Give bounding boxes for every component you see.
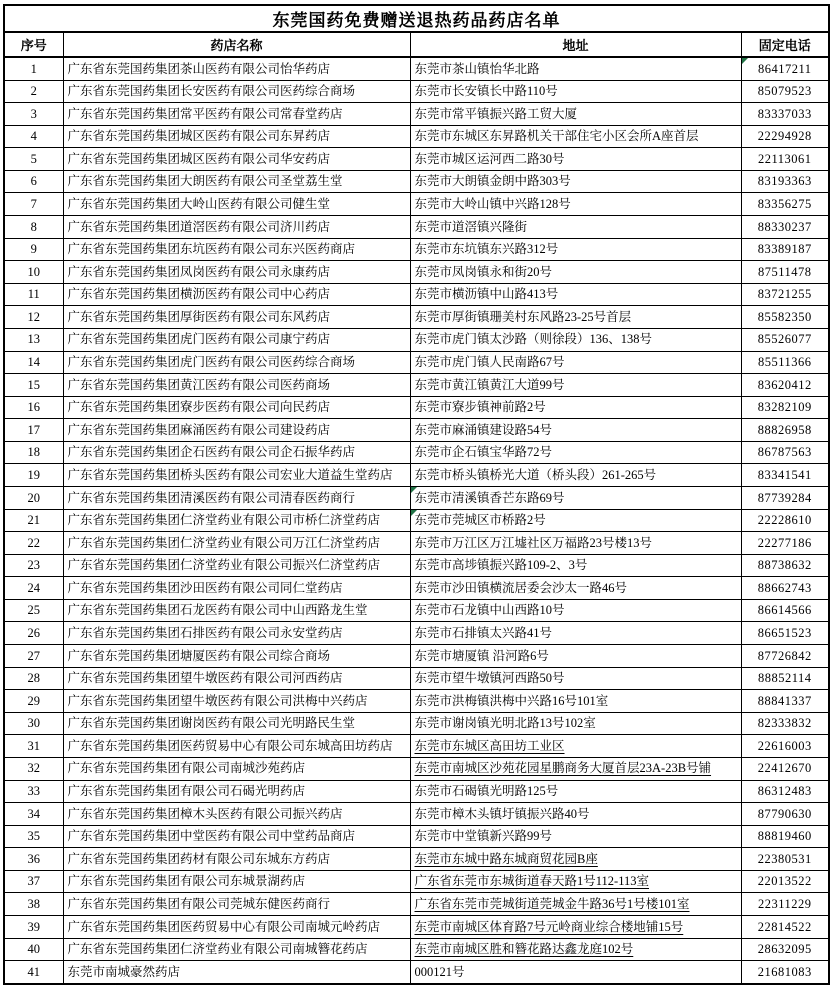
row-number-cell[interactable]: 11 (4, 283, 63, 306)
table-row (4, 622, 829, 645)
address-cell[interactable] (410, 870, 741, 893)
row-number-cell[interactable]: 22 (4, 532, 63, 555)
address-cell[interactable] (410, 306, 741, 329)
phone-text: 83337033 (757, 106, 812, 121)
phone-cell[interactable] (741, 645, 829, 668)
table-row (4, 667, 829, 690)
row-number-cell[interactable]: 32 (4, 757, 63, 780)
row-number-cell[interactable]: 33 (4, 780, 63, 803)
address-cell[interactable] (410, 735, 741, 758)
row-number-cell[interactable]: 5 (4, 148, 63, 171)
row-number-cell[interactable]: 23 (4, 554, 63, 577)
address-cell[interactable] (410, 848, 741, 871)
row-number-cell[interactable]: 14 (4, 351, 63, 374)
pharmacy-name-cell[interactable]: 广东省东莞国药集团石排医药有限公司永安堂药店 (63, 622, 410, 645)
address-text: 东莞市洪梅镇洪梅中兴路16号101室 (414, 693, 609, 708)
table-row (4, 193, 829, 216)
address-cell[interactable] (410, 283, 741, 306)
phone-cell[interactable] (741, 780, 829, 803)
row-number-cell[interactable]: 24 (4, 577, 63, 600)
phone-text: 86614566 (757, 603, 812, 618)
cell-corner-marker-icon (742, 58, 748, 64)
phone-cell[interactable] (741, 283, 829, 306)
phone-text: 83620412 (757, 377, 812, 392)
pharmacy-name-cell[interactable]: 广东省东莞国药集团城区医药有限公司华安药店 (63, 148, 410, 171)
row-number-cell[interactable]: 18 (4, 441, 63, 464)
phone-text: 83721255 (757, 287, 812, 302)
table-row (4, 757, 829, 780)
address-cell[interactable] (410, 374, 741, 397)
address-cell[interactable] (410, 103, 741, 126)
address-cell[interactable] (410, 667, 741, 690)
row-number-cell[interactable]: 3 (4, 103, 63, 126)
row-number-cell[interactable]: 31 (4, 735, 63, 758)
pharmacy-name-cell[interactable]: 广东省东莞国药集团药材有限公司东城东方药店 (63, 848, 410, 871)
phone-cell[interactable] (741, 170, 829, 193)
row-number-cell[interactable]: 8 (4, 216, 63, 239)
address-cell[interactable] (410, 261, 741, 284)
address-text: 东莞市中堂镇新兴路99号 (414, 829, 553, 844)
address-text: 东莞市道滘镇兴隆街 (414, 219, 528, 234)
address-cell[interactable] (410, 622, 741, 645)
row-number-cell[interactable]: 13 (4, 328, 63, 351)
pharmacy-name-cell[interactable]: 广东省东莞国药集团麻涌医药有限公司建设药店 (63, 419, 410, 442)
phone-cell[interactable] (741, 80, 829, 103)
address-text: 东莞市谢岗镇光明北路13号102室 (414, 716, 596, 731)
table-row (4, 464, 829, 487)
pharmacy-name-cell[interactable]: 广东省东莞国药集团塘厦医药有限公司综合商场 (63, 645, 410, 668)
column-header-pharmacy-name[interactable]: 药店名称 (63, 32, 410, 57)
address-text: 东莞市石排镇太兴路41号 (414, 625, 553, 640)
pharmacy-name-cell[interactable]: 广东省东莞国药集团有限公司石碣光明药店 (63, 780, 410, 803)
address-text: 东莞市凤岗镇永和街20号 (414, 264, 553, 279)
table-row (4, 283, 829, 306)
row-number-cell[interactable]: 17 (4, 419, 63, 442)
pharmacy-name-cell[interactable]: 广东省东莞国药集团长安医药有限公司医药综合商场 (63, 80, 410, 103)
table-row (4, 441, 829, 464)
phone-cell[interactable] (741, 690, 829, 713)
pharmacy-name-cell[interactable]: 广东省东莞国药集团大岭山医药有限公司健生堂 (63, 193, 410, 216)
phone-cell[interactable] (741, 419, 829, 442)
phone-text: 83282109 (757, 400, 812, 415)
address-text: 东莞市城区运河西二路30号 (414, 151, 565, 166)
row-number-cell[interactable]: 15 (4, 374, 63, 397)
row-number-cell[interactable]: 4 (4, 125, 63, 148)
phone-text: 85526077 (757, 332, 812, 347)
address-text: 东莞市塘厦镇 沿河路6号 (414, 648, 549, 663)
row-number-cell[interactable]: 27 (4, 645, 63, 668)
phone-cell[interactable] (741, 599, 829, 622)
address-cell[interactable] (410, 170, 741, 193)
phone-cell[interactable] (741, 216, 829, 239)
phone-text: 88826958 (757, 422, 812, 437)
address-text: 东莞市横沥镇中山路413号 (414, 287, 559, 302)
row-number-cell[interactable]: 38 (4, 893, 63, 916)
phone-text: 21681083 (757, 964, 812, 979)
address-cell[interactable] (410, 712, 741, 735)
table-row (4, 216, 829, 239)
pharmacy-name-cell[interactable]: 广东省东莞国药集团望牛墩医药有限公司洪梅中兴药店 (63, 690, 410, 713)
table-row (4, 690, 829, 713)
phone-text: 83389187 (757, 242, 812, 257)
table-row (4, 554, 829, 577)
phone-cell[interactable] (741, 848, 829, 871)
phone-text: 22294928 (757, 129, 812, 144)
phone-text: 88330237 (757, 219, 812, 234)
phone-cell[interactable] (741, 622, 829, 645)
phone-text: 22380531 (757, 851, 812, 866)
table-row (4, 374, 829, 397)
address-cell[interactable] (410, 893, 741, 916)
address-text: 东莞市茶山镇怡华北路 (414, 61, 540, 76)
table-row (4, 238, 829, 261)
pharmacy-name-cell[interactable]: 广东省东莞国药集团横沥医药有限公司中心药店 (63, 283, 410, 306)
phone-text: 22412670 (757, 761, 812, 776)
table-row (4, 170, 829, 193)
phone-text: 22277186 (757, 535, 812, 550)
pharmacy-name-cell[interactable]: 广东省东莞国药集团东坑医药有限公司东兴医药商店 (63, 238, 410, 261)
address-text: 东莞市望牛墩镇河西路50号 (414, 671, 565, 686)
row-number-cell[interactable]: 1 (4, 57, 63, 80)
pharmacy-name-cell[interactable]: 广东省东莞国药集团樟木头医药有限公司振兴药店 (63, 803, 410, 826)
pharmacy-name-cell[interactable]: 广东省东莞国药集团医药贸易中心有限公司东城高田坊药店 (63, 735, 410, 758)
address-cell[interactable] (410, 554, 741, 577)
pharmacy-name-cell[interactable]: 广东省东莞国药集团有限公司东城景湖药店 (63, 870, 410, 893)
pharmacy-name-cell[interactable]: 广东省东莞国药集团仁济堂药业有限公司市桥仁济堂药店 (63, 509, 410, 532)
address-cell[interactable] (410, 80, 741, 103)
table-row (4, 848, 829, 871)
pharmacy-name-cell[interactable]: 广东省东莞国药集团大朗医药有限公司圣堂荔生堂 (63, 170, 410, 193)
address-text: 东莞市常平镇振兴路工贸大厦 (414, 106, 578, 121)
row-number-cell[interactable]: 21 (4, 509, 63, 532)
row-number-cell[interactable]: 25 (4, 599, 63, 622)
phone-text: 87726842 (757, 648, 812, 663)
row-number-cell[interactable]: 40 (4, 938, 63, 961)
table-row (4, 486, 829, 509)
table-row (4, 57, 829, 80)
pharmacy-name-cell[interactable]: 广东省东莞国药集团清溪医药有限公司清春医药商行 (63, 486, 410, 509)
pharmacy-name-cell[interactable]: 广东省东莞国药集团有限公司莞城东健医药商行 (63, 893, 410, 916)
phone-cell[interactable] (741, 103, 829, 126)
row-number-cell[interactable]: 12 (4, 306, 63, 329)
address-text: 东莞市大岭山镇中兴路128号 (414, 197, 571, 211)
phone-cell[interactable] (741, 374, 829, 397)
table-row (4, 961, 829, 984)
pharmacy-name-cell[interactable]: 广东省东莞国药集团虎门医药有限公司康宁药店 (63, 328, 410, 351)
address-text: 东莞市麻涌镇建设路54号 (414, 422, 553, 437)
phone-cell[interactable] (741, 125, 829, 148)
table-title-row (4, 5, 829, 32)
address-text: 东莞市沙田镇横流居委会沙太一路46号 (414, 580, 628, 595)
phone-text: 28632095 (757, 942, 812, 957)
row-number-cell[interactable]: 37 (4, 870, 63, 893)
address-text: 东莞市万江区万江墟社区万福路23号楼13号 (414, 535, 653, 550)
phone-cell[interactable] (741, 915, 829, 938)
table-row (4, 645, 829, 668)
phone-text: 87511478 (757, 264, 812, 279)
phone-text: 86787563 (757, 445, 812, 460)
address-text: 东莞市南城区胜和簪花路达鑫龙庭102号 (414, 942, 634, 957)
row-number-cell[interactable]: 34 (4, 803, 63, 826)
table-row (4, 825, 829, 848)
address-text: 东莞市虎门镇人民南路67号 (414, 355, 565, 370)
phone-cell[interactable] (741, 757, 829, 780)
address-cell[interactable] (410, 509, 741, 532)
pharmacy-name-cell[interactable]: 广东省东莞国药集团谢岗医药有限公司光明路民生堂 (63, 712, 410, 735)
pharmacy-name-cell[interactable]: 广东省东莞国药集团沙田医药有限公司同仁堂药店 (63, 577, 410, 600)
row-number-cell[interactable]: 6 (4, 170, 63, 193)
row-number-cell[interactable]: 16 (4, 396, 63, 419)
phone-text: 86651523 (757, 625, 812, 640)
pharmacy-name-cell[interactable]: 东莞市南城豪然药店 (63, 961, 410, 984)
table-row (4, 780, 829, 803)
pharmacy-name-cell[interactable]: 广东省东莞国药集团仁济堂药业有限公司振兴仁济堂药店 (63, 554, 410, 577)
pharmacy-name-cell[interactable]: 广东省东莞国药集团桥头医药有限公司宏业大道益生堂药店 (63, 464, 410, 487)
pharmacy-name-cell[interactable]: 广东省东莞国药集团城区医药有限公司东昇药店 (63, 125, 410, 148)
address-cell[interactable] (410, 577, 741, 600)
phone-cell[interactable] (741, 351, 829, 374)
phone-text: 88852114 (757, 671, 812, 686)
address-text: 广东省东莞市东城街道春天路1号112-113室 (414, 874, 649, 889)
address-cell[interactable] (410, 825, 741, 848)
phone-text: 22616003 (757, 738, 812, 753)
phone-text: 86417211 (757, 61, 812, 76)
address-cell[interactable] (410, 803, 741, 826)
address-cell[interactable] (410, 599, 741, 622)
phone-text: 22311229 (757, 896, 812, 911)
table-row (4, 893, 829, 916)
table-row (4, 148, 829, 171)
address-cell[interactable] (410, 193, 741, 216)
phone-text: 22013522 (757, 874, 812, 889)
row-number-cell[interactable]: 10 (4, 261, 63, 284)
address-text: 000121号 (414, 964, 465, 979)
address-cell[interactable] (410, 351, 741, 374)
address-text: 东莞市桥头镇桥光大道（桥头段）261-265号 (414, 467, 657, 482)
phone-cell[interactable] (741, 193, 829, 216)
address-text: 东莞市石龙镇中山西路10号 (414, 603, 565, 618)
address-text: 东莞市东城区高田坊工业区 (414, 738, 565, 753)
address-text: 东莞市企石镇宝华路72号 (414, 445, 553, 460)
table-row (4, 103, 829, 126)
pharmacy-name-cell[interactable]: 广东省东莞国药集团有限公司南城沙苑药店 (63, 757, 410, 780)
table-row (4, 532, 829, 555)
column-header-phone[interactable]: 固定电话 (741, 32, 829, 57)
address-text: 东莞市大朗镇金朗中路303号 (414, 174, 571, 189)
table-row (4, 351, 829, 374)
phone-text: 83341541 (757, 467, 812, 482)
phone-cell[interactable] (741, 893, 829, 916)
phone-cell[interactable] (741, 57, 829, 80)
phone-text: 22814522 (757, 919, 812, 934)
address-text: 东莞市长安镇长中路110号 (414, 84, 558, 99)
address-cell[interactable] (410, 938, 741, 961)
phone-cell[interactable] (741, 148, 829, 171)
phone-cell[interactable] (741, 803, 829, 826)
row-number-cell[interactable]: 30 (4, 712, 63, 735)
phone-cell[interactable] (741, 238, 829, 261)
phone-text: 87739284 (757, 490, 812, 505)
pharmacy-name-cell[interactable]: 广东省东莞国药集团黄江医药有限公司医药商场 (63, 374, 410, 397)
pharmacy-name-cell[interactable]: 广东省东莞国药集团医药贸易中心有限公司南城元岭药店 (63, 915, 410, 938)
table-header-row (4, 32, 829, 57)
phone-cell[interactable] (741, 509, 829, 532)
phone-text: 22228610 (757, 513, 812, 528)
row-number-cell[interactable]: 7 (4, 193, 63, 216)
address-text: 东莞市樟木头镇圩镇振兴路40号 (414, 806, 590, 821)
phone-text: 88738632 (757, 558, 812, 573)
phone-text: 85079523 (757, 84, 812, 99)
row-number-cell[interactable]: 36 (4, 848, 63, 871)
address-text: 东莞市虎门镇太沙路（则徐段）136、138号 (414, 332, 653, 347)
pharmacy-name-cell[interactable]: 广东省东莞国药集团仁济堂药业有限公司南城簪花药店 (63, 938, 410, 961)
pharmacy-name-cell[interactable]: 广东省东莞国药集团虎门医药有限公司医药综合商场 (63, 351, 410, 374)
address-text: 东莞市南城区沙苑花园星鹏商务大厦首层23A-23B号铺 (414, 761, 712, 776)
phone-text: 82333832 (757, 716, 812, 731)
address-text: 东莞市东坑镇东兴路312号 (414, 242, 559, 257)
phone-text: 88841337 (757, 693, 812, 708)
pharmacy-name-cell[interactable]: 广东省东莞国药集团寮步医药有限公司向民药店 (63, 396, 410, 419)
phone-text: 87790630 (757, 806, 812, 821)
phone-text: 86312483 (757, 784, 812, 799)
pharmacy-name-cell[interactable]: 广东省东莞国药集团道滘医药有限公司济川药店 (63, 216, 410, 239)
phone-text: 83193363 (757, 174, 812, 189)
phone-text: 88819460 (757, 829, 812, 844)
address-cell[interactable] (410, 419, 741, 442)
row-number-cell[interactable]: 9 (4, 238, 63, 261)
address-text: 东莞市清溪镇香芒东路69号 (414, 490, 565, 505)
table-row (4, 261, 829, 284)
address-cell[interactable] (410, 757, 741, 780)
address-text: 东莞市东城中路东城商贸花园B座 (414, 851, 598, 866)
phone-cell[interactable] (741, 825, 829, 848)
page-title: 东莞国药免费赠送退热药品药店名单 (4, 5, 829, 32)
phone-cell[interactable] (741, 667, 829, 690)
address-cell[interactable] (410, 216, 741, 239)
row-number-cell[interactable]: 20 (4, 486, 63, 509)
address-cell[interactable] (410, 238, 741, 261)
address-cell[interactable] (410, 645, 741, 668)
address-text: 东莞市莞城区市桥路2号 (414, 513, 546, 528)
address-text: 东莞市黄江镇黄江大道99号 (414, 377, 565, 392)
pharmacy-name-cell[interactable]: 广东省东莞国药集团企石医药有限公司企石振华药店 (63, 441, 410, 464)
row-number-cell[interactable]: 26 (4, 622, 63, 645)
table-row (4, 938, 829, 961)
address-cell[interactable] (410, 328, 741, 351)
row-number-cell[interactable]: 19 (4, 464, 63, 487)
address-cell[interactable] (410, 396, 741, 419)
table-row (4, 915, 829, 938)
address-cell[interactable] (410, 961, 741, 984)
phone-cell[interactable] (741, 870, 829, 893)
phone-cell[interactable] (741, 961, 829, 984)
phone-cell[interactable] (741, 261, 829, 284)
address-cell[interactable] (410, 915, 741, 938)
address-text: 东莞市南城区体育路7号元岭商业综合楼地铺15号 (414, 919, 684, 934)
table-row (4, 599, 829, 622)
phone-cell[interactable] (741, 464, 829, 487)
table-row (4, 306, 829, 329)
phone-cell[interactable] (741, 328, 829, 351)
row-number-cell[interactable]: 28 (4, 667, 63, 690)
pharmacy-name-cell[interactable]: 广东省东莞国药集团石龙医药有限公司中山西路龙生堂 (63, 599, 410, 622)
phone-text: 85582350 (757, 309, 812, 324)
table-row (4, 577, 829, 600)
address-cell[interactable] (410, 486, 741, 509)
table-row (4, 328, 829, 351)
column-header-number[interactable]: 序号 (4, 32, 63, 57)
phone-cell[interactable] (741, 554, 829, 577)
address-cell[interactable] (410, 464, 741, 487)
pharmacy-name-cell[interactable]: 广东省东莞国药集团常平医药有限公司常春堂药店 (63, 103, 410, 126)
phone-text: 88662743 (757, 580, 812, 595)
address-cell[interactable] (410, 148, 741, 171)
phone-cell[interactable] (741, 396, 829, 419)
address-text: 东莞市高埗镇振兴路109-2、3号 (414, 558, 588, 573)
phone-cell[interactable] (741, 486, 829, 509)
phone-text: 22113061 (757, 151, 812, 166)
column-header-address[interactable]: 地址 (410, 32, 741, 57)
phone-cell[interactable] (741, 532, 829, 555)
row-number-cell[interactable]: 41 (4, 961, 63, 984)
phone-text: 83356275 (757, 197, 812, 211)
pharmacy-name-cell[interactable]: 广东省东莞国药集团望牛墩医药有限公司河西药店 (63, 667, 410, 690)
table-row (4, 735, 829, 758)
table-row (4, 870, 829, 893)
table-row (4, 80, 829, 103)
phone-cell[interactable] (741, 735, 829, 758)
table-row (4, 803, 829, 826)
phone-cell[interactable] (741, 938, 829, 961)
table-row (4, 712, 829, 735)
pharmacy-name-cell[interactable]: 广东省东莞国药集团厚街医药有限公司东风药店 (63, 306, 410, 329)
address-cell[interactable] (410, 690, 741, 713)
pharmacy-name-cell[interactable]: 广东省东莞国药集团仁济堂药业有限公司万江仁济堂药店 (63, 532, 410, 555)
phone-cell[interactable] (741, 577, 829, 600)
pharmacy-name-cell[interactable]: 广东省东莞国药集团中堂医药有限公司中堂药品商店 (63, 825, 410, 848)
address-cell[interactable] (410, 125, 741, 148)
row-number-cell[interactable]: 2 (4, 80, 63, 103)
table-row (4, 125, 829, 148)
row-number-cell[interactable]: 35 (4, 825, 63, 848)
row-number-cell[interactable]: 39 (4, 915, 63, 938)
address-cell[interactable] (410, 532, 741, 555)
table-row (4, 419, 829, 442)
pharmacy-name-cell[interactable]: 广东省东莞国药集团凤岗医药有限公司永康药店 (63, 261, 410, 284)
phone-text: 85511366 (757, 355, 812, 370)
table-row (4, 396, 829, 419)
address-text: 东莞市厚街镇珊美村东风路23-25号首层 (414, 309, 632, 324)
address-cell[interactable] (410, 57, 741, 80)
pharmacy-table (3, 4, 830, 985)
address-text: 东莞市寮步镇神前路2号 (414, 400, 546, 415)
phone-cell[interactable] (741, 441, 829, 464)
address-text: 东莞市石碣镇光明路125号 (414, 784, 559, 799)
row-number-cell[interactable]: 29 (4, 690, 63, 713)
pharmacy-name-cell[interactable]: 广东省东莞国药集团茶山医药有限公司怡华药店 (63, 57, 410, 80)
address-cell[interactable] (410, 780, 741, 803)
phone-cell[interactable] (741, 306, 829, 329)
phone-cell[interactable] (741, 712, 829, 735)
address-text: 广东省东莞市莞城街道莞城金牛路36号1号楼101室 (414, 896, 690, 911)
address-cell[interactable] (410, 441, 741, 464)
table-row (4, 509, 829, 532)
address-text: 东莞市东城区东昇路机关干部住宅小区会所A座首层 (414, 129, 699, 144)
